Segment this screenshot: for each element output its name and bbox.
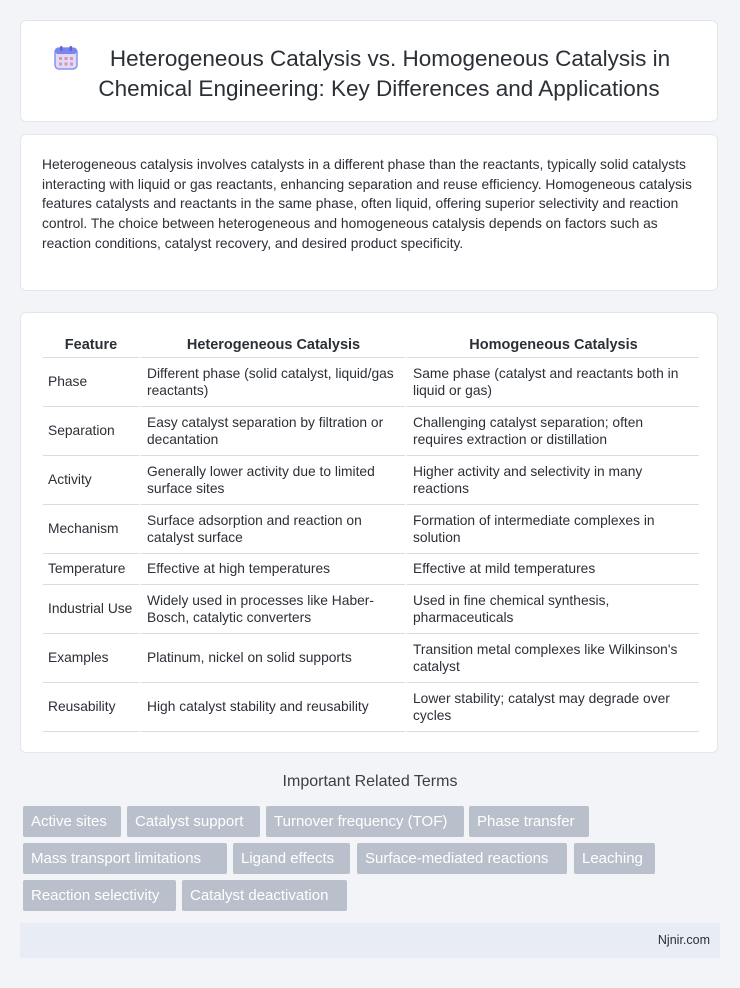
- comparison-card: [20, 312, 718, 753]
- homogeneous-cell: Used in fine chemical synthesis, pharmaceuticals: [405, 585, 699, 634]
- table-row: [43, 407, 699, 456]
- homogeneous-cell: Transition metal complexes like Wilkinson's catalyst: [405, 634, 699, 683]
- feature-cell: Separation: [43, 407, 139, 456]
- header-feature: Feature: [43, 333, 139, 358]
- heterogeneous-cell: Effective at high temperatures: [139, 554, 405, 585]
- heterogeneous-cell: Widely used in processes like Haber-Bosch, catalytic converters: [139, 585, 405, 634]
- tag-ligand-effects[interactable]: Ligand effects: [233, 843, 350, 874]
- intro-card: [20, 134, 718, 291]
- heterogeneous-cell: Platinum, nickel on solid supports: [139, 634, 405, 683]
- table-row: [43, 456, 699, 505]
- feature-cell: Mechanism: [43, 505, 139, 554]
- header-homogeneous: Homogeneous Catalysis: [405, 333, 699, 358]
- homogeneous-cell: Formation of intermediate complexes in solution: [405, 505, 699, 554]
- table-header-row: [43, 333, 699, 358]
- footer-bar: [20, 923, 720, 958]
- tag-turnover-frequency[interactable]: Turnover frequency (TOF): [266, 806, 464, 837]
- tag-active-sites[interactable]: Active sites: [23, 806, 121, 837]
- feature-cell: Industrial Use: [43, 585, 139, 634]
- homogeneous-cell: Same phase (catalyst and reactants both in liquid or gas): [405, 358, 699, 407]
- tag-phase-transfer[interactable]: Phase transfer: [469, 806, 589, 837]
- heterogeneous-cell: Different phase (solid catalyst, liquid/gas reactants): [139, 358, 405, 407]
- tag-leaching[interactable]: Leaching: [574, 843, 655, 874]
- heterogeneous-cell: Surface adsorption and reaction on catalyst surface: [139, 505, 405, 554]
- heterogeneous-cell: High catalyst stability and reusability: [139, 683, 405, 732]
- homogeneous-cell: Higher activity and selectivity in many reactions: [405, 456, 699, 505]
- tag-catalyst-support[interactable]: Catalyst support: [127, 806, 260, 837]
- feature-cell: Temperature: [43, 554, 139, 585]
- table-row: [43, 358, 699, 407]
- heterogeneous-cell: Easy catalyst separation by filtration or decantation: [139, 407, 405, 456]
- table-row: [43, 634, 699, 683]
- page-title: Heterogeneous Catalysis vs. Homogeneous Catalysis in Chemical Engineering: Key Differences and Applications: [98, 46, 671, 101]
- footer-site-name[interactable]: Njnir.com: [657, 933, 710, 947]
- homogeneous-cell: Lower stability; catalyst may degrade over cycles: [405, 683, 699, 732]
- table-row: [43, 505, 699, 554]
- table-row: [43, 683, 699, 732]
- heterogeneous-cell: Generally lower activity due to limited surface sites: [139, 456, 405, 505]
- tag-reaction-selectivity[interactable]: Reaction selectivity: [23, 880, 176, 911]
- intro-paragraph: Heterogeneous catalysis involves catalysts in a different phase than the reactants, typically solid catalysts interacting with liquid or gas reactants, enhancing separation and reuse efficiency. Homogeneous catalysis features catalysts and reactants in the same phase, often liquid, offering superior selectivity and reaction control. The choice between heterogeneous and homogeneous catalysis depends on factors such as reaction conditions, catalyst recovery, and desired product specificity.: [42, 157, 692, 251]
- header-heterogeneous: Heterogeneous Catalysis: [139, 333, 405, 358]
- homogeneous-cell: Effective at mild temperatures: [405, 554, 699, 585]
- feature-cell: Activity: [43, 456, 139, 505]
- table-row: [43, 585, 699, 634]
- related-terms-heading: Important Related Terms: [282, 773, 458, 790]
- feature-cell: Examples: [43, 634, 139, 683]
- tag-surface-mediated-reactions[interactable]: Surface-mediated reactions: [357, 843, 567, 874]
- tag-catalyst-deactivation[interactable]: Catalyst deactivation: [182, 880, 347, 911]
- title-card: [20, 20, 718, 122]
- comparison-table: [43, 333, 699, 732]
- tag-mass-transport-limitations[interactable]: Mass transport limitations: [23, 843, 227, 874]
- feature-cell: Phase: [43, 358, 139, 407]
- homogeneous-cell: Challenging catalyst separation; often requires extraction or distillation: [405, 407, 699, 456]
- feature-cell: Reusability: [43, 683, 139, 732]
- table-row: [43, 554, 699, 585]
